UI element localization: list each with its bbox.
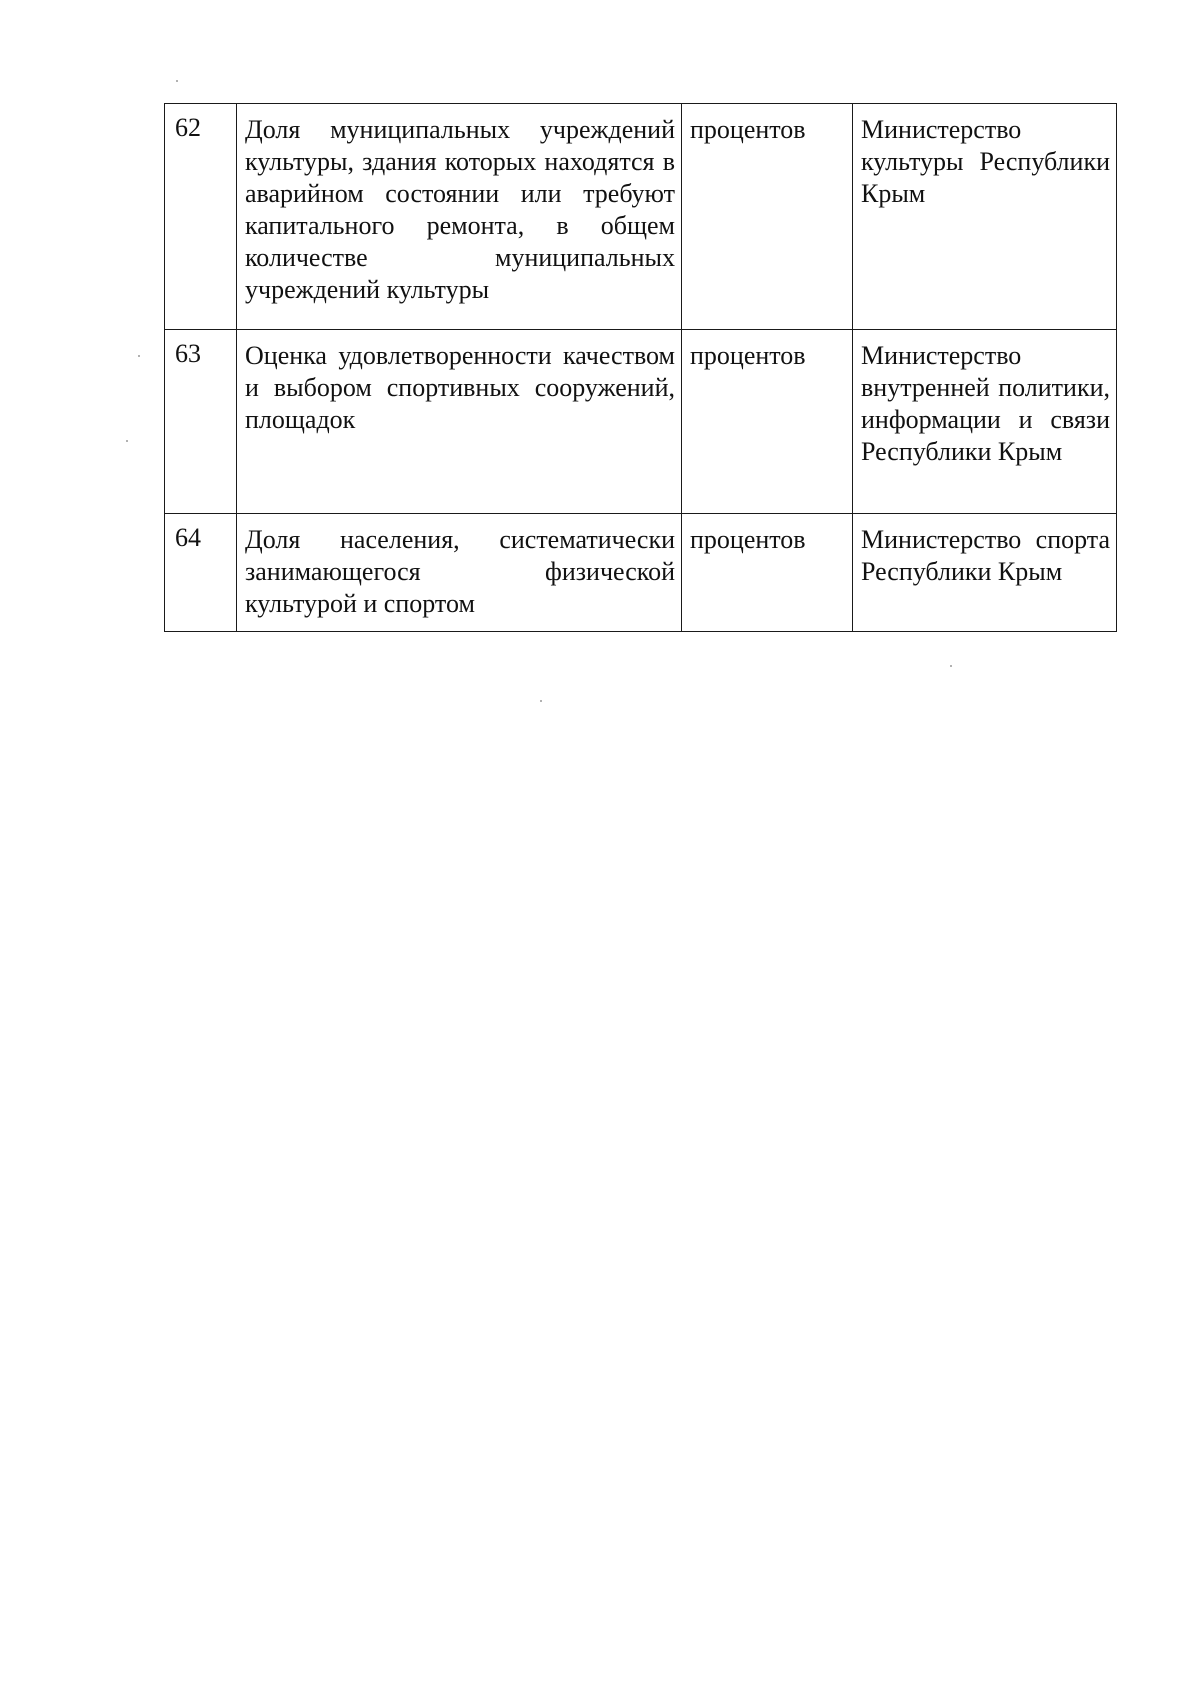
indicator-name: Доля населения, систематически занимающегося физической культурой и спортом [237, 514, 682, 632]
responsible-body: Министерство внутренней политики, информации и связи Республики Крым [853, 330, 1117, 514]
indicator-name: Доля муниципальных учреждений культуры, здания которых находятся в аварийном состоянии или требуют капитального ремонта, в общем количестве муниципальных учреждений культуры [237, 104, 682, 330]
scan-speck [540, 700, 542, 702]
unit-of-measure: процентов [682, 104, 853, 330]
row-number: 64 [165, 514, 237, 632]
table-row [165, 330, 1117, 514]
table-row [165, 514, 1117, 632]
scan-speck [950, 665, 952, 667]
indicators-table [164, 103, 1117, 632]
row-number: 62 [165, 104, 237, 330]
responsible-body: Министерство культуры Республики Крым [853, 104, 1117, 330]
scan-speck [138, 355, 140, 357]
unit-of-measure: процентов [682, 330, 853, 514]
scan-speck [176, 80, 178, 82]
row-number: 63 [165, 330, 237, 514]
responsible-body: Министерство спорта Республики Крым [853, 514, 1117, 632]
scan-speck [126, 440, 128, 442]
table-row [165, 104, 1117, 330]
unit-of-measure: процентов [682, 514, 853, 632]
indicator-name: Оценка удовлетворенности качеством и выбором спортивных сооружений, площадок [237, 330, 682, 514]
